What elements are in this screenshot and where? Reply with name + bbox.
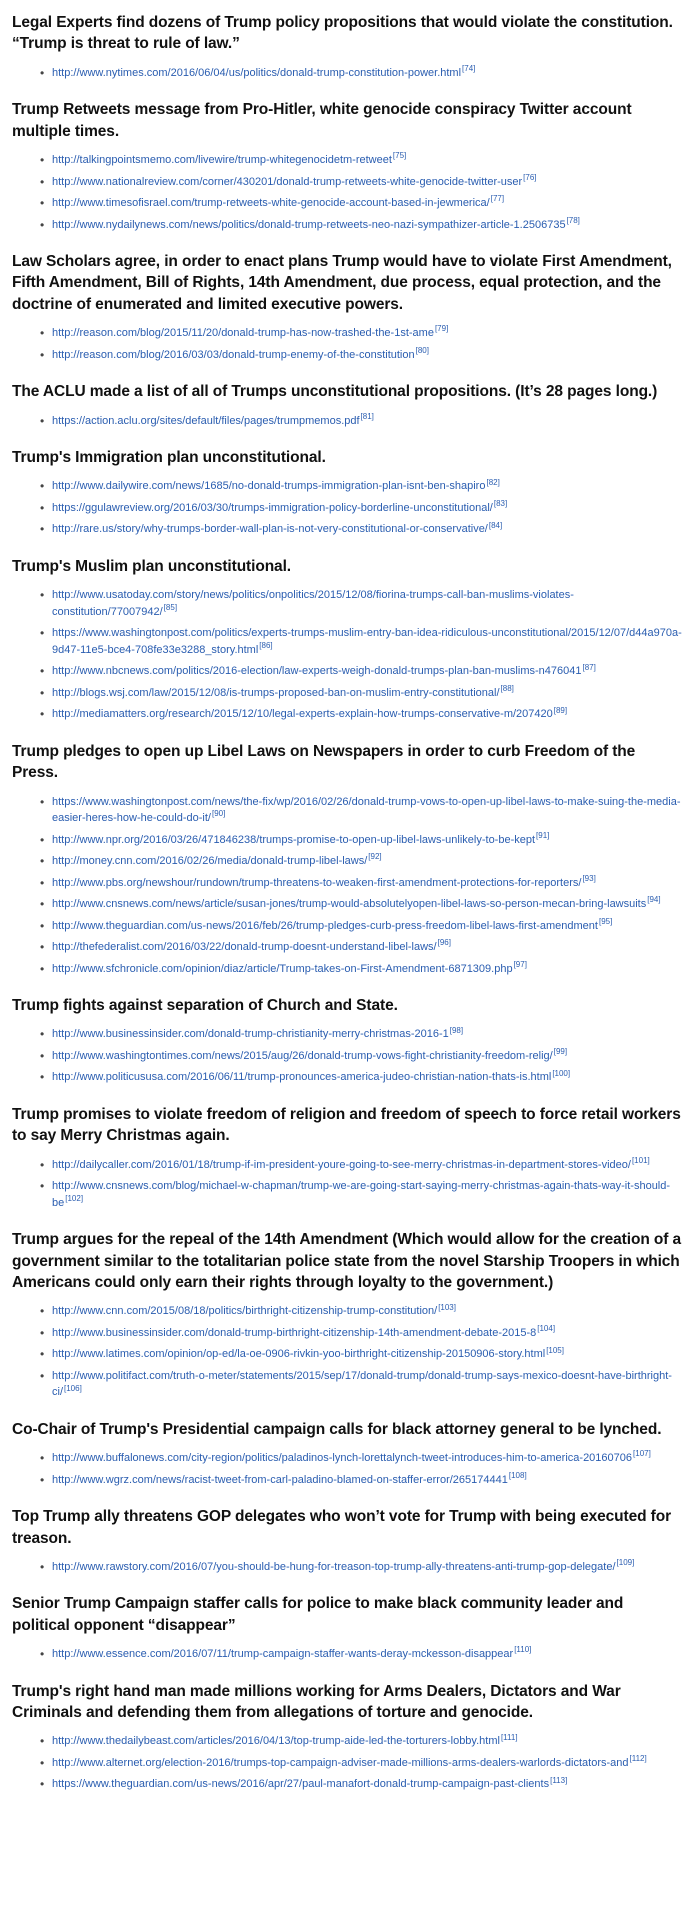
list-item <box>40 217 685 234</box>
reference-list <box>12 1450 685 1488</box>
reference-link[interactable]: http://thefederalist.com/2016/03/22/donald-trump-doesnt-understand-libel-laws/ <box>52 941 437 953</box>
citation-marker[interactable]: [113] <box>550 1775 568 1785</box>
section-heading: Trump fights against separation of Church and State. <box>12 997 398 1014</box>
citation-marker[interactable]: [74] <box>462 64 476 74</box>
reference-list <box>12 1646 685 1663</box>
reference-list <box>12 325 685 363</box>
citation-marker[interactable]: [92] <box>368 852 382 862</box>
section-heading: Top Trump ally threatens GOP delegates who won’t vote for Trump with being executed for treason. <box>12 1508 672 1547</box>
reference-link[interactable]: https://www.theguardian.com/us-news/2016/apr/27/paul-manafort-donald-trump-campaign-past-clients <box>52 1778 550 1791</box>
reference-link[interactable]: http://money.cnn.com/2016/02/26/media/donald-trump-libel-laws/ <box>52 855 368 867</box>
section-heading: Trump argues for the repeal of the 14th Amendment (Which would allow for the creation of a government similar to the totalitarian police state from the novel Starship Troopers in which Americans could only earn their rights through loyalty to the government.) <box>12 1231 682 1291</box>
reference-link[interactable]: http://www.sfchronicle.com/opinion/diaz/article/Trump-takes-on-First-Amendment-6871309.php <box>52 962 513 975</box>
reference-list <box>12 478 685 538</box>
list-item <box>40 706 685 723</box>
list-item <box>40 939 685 956</box>
document-section <box>12 99 685 233</box>
list-item <box>40 875 685 892</box>
reference-link[interactable]: http://www.dailywire.com/news/1685/no-donald-trumps-immigration-plan-isnt-ben-shapiro <box>52 480 486 493</box>
list-item <box>40 1776 685 1793</box>
reference-list <box>12 152 685 233</box>
citation-marker[interactable]: [91] <box>536 830 550 840</box>
list-item <box>40 1646 685 1663</box>
list-item <box>40 685 685 702</box>
reference-link[interactable]: http://www.nydailynews.com/news/politics/donald-trump-retweets-neo-nazi-sympathizer-article-1.2506735 <box>52 218 566 231</box>
citation-marker[interactable]: [112] <box>629 1754 647 1764</box>
citation-marker[interactable]: [100] <box>552 1068 571 1078</box>
document-section <box>12 995 685 1086</box>
list-item <box>40 1755 685 1772</box>
document-section <box>12 1506 685 1575</box>
document-section <box>12 1593 685 1662</box>
section-heading: Co-Chair of Trump's Presidential campaign calls for black attorney general to be lynched. <box>12 1420 662 1438</box>
list-item <box>40 478 685 495</box>
citation-marker[interactable]: [95] <box>598 916 613 926</box>
citation-marker[interactable]: [109] <box>616 1558 635 1568</box>
reference-link[interactable]: http://www.businessinsider.com/donald-trump-christianity-merry-christmas-2016-1 <box>52 1028 449 1041</box>
list-item <box>40 521 685 538</box>
citation-marker[interactable]: [86] <box>259 641 273 651</box>
list-item <box>40 1303 685 1320</box>
citation-marker[interactable]: [77] <box>490 194 505 204</box>
list-item <box>40 1368 685 1401</box>
document-section <box>12 1104 685 1211</box>
list-item <box>40 413 685 430</box>
list-item <box>40 195 685 212</box>
citation-marker[interactable]: [107] <box>633 1449 651 1459</box>
reference-link[interactable]: http://www.cnsnews.com/news/article/susan-jones/trump-would-absolutelyopen-libel-laws-so-person-mecan-bring-lawsuits <box>52 898 647 910</box>
list-item <box>40 1325 685 1342</box>
reference-link[interactable]: https://www.washingtonpost.com/news/the-fix/wp/2016/02/26/donald-trump-vows-to-open-up-libel-laws-to-make-suing-the-media-easier-heres-how-he-could-do-it/ <box>52 795 681 824</box>
list-item <box>40 152 685 169</box>
citation-marker[interactable]: [82] <box>486 477 500 487</box>
section-heading: Senior Trump Campaign staffer calls for police to make black community leader and political opponent “disappear” <box>12 1595 624 1634</box>
list-item <box>40 1450 685 1467</box>
reference-link[interactable]: http://blogs.wsj.com/law/2015/12/08/is-trumps-proposed-ban-on-muslim-entry-constitutional/ <box>52 686 500 699</box>
document-section <box>12 381 685 429</box>
citation-marker[interactable]: [76] <box>523 172 537 182</box>
reference-link[interactable]: http://www.cnsnews.com/blog/michael-w-chapman/trump-we-are-going-start-saying-merry-christmas-again-thats-way-it-should-be <box>52 1180 671 1209</box>
reference-link[interactable]: https://www.washingtonpost.com/politics/experts-trumps-muslim-entry-ban-idea-ridiculous-unconstitutional/2015/12/07/d44a970a-9d47-11e5-bce4-708fe33e3288_story.html <box>52 627 682 656</box>
reference-link[interactable]: http://www.essence.com/2016/07/11/trump-campaign-staffer-wants-deray-mckesson-disappear <box>52 1648 514 1661</box>
list-item <box>40 961 685 978</box>
citation-marker[interactable]: [97] <box>513 959 527 969</box>
citation-marker[interactable]: [78] <box>566 215 580 225</box>
reference-list <box>12 1303 685 1401</box>
section-heading: Trump pledges to open up Libel Laws on Newspapers in order to curb Freedom of the Press. <box>12 742 636 782</box>
document-section <box>12 12 685 81</box>
reference-link[interactable]: http://www.wgrz.com/news/racist-tweet-from-carl-paladino-blamed-on-staffer-error/265174441 <box>52 1473 508 1486</box>
citation-marker[interactable]: [101] <box>631 1155 650 1165</box>
citation-marker[interactable]: [105] <box>546 1345 564 1355</box>
reference-link[interactable]: http://www.usatoday.com/story/news/politics/onpolitics/2015/12/08/fiorina-trumps-call-ban-muslims-violates-constitution/77007942/ <box>52 589 574 618</box>
list-item <box>40 174 685 191</box>
section-heading: Trump's Muslim plan unconstitutional. <box>12 557 291 575</box>
reference-link[interactable]: http://www.politicususa.com/2016/06/11/trump-pronounces-america-judeo-christian-nation-thats-is.html <box>52 1071 552 1084</box>
citation-marker[interactable]: [90] <box>211 809 226 819</box>
reference-link[interactable]: http://www.theguardian.com/us-news/2016/feb/26/trump-pledges-curb-press-freedom-libel-laws-first-amendment <box>52 919 598 932</box>
section-heading: Trump's Immigration plan unconstitutional. <box>12 449 326 466</box>
reference-list <box>12 65 685 82</box>
citation-marker[interactable]: [87] <box>582 662 596 672</box>
reference-link[interactable]: http://www.timesofisrael.com/trump-retweets-white-genocide-account-based-in-jewmerica/ <box>52 197 490 209</box>
reference-link[interactable]: https://action.aclu.org/sites/default/files/pages/trumpmemos.pdf <box>52 414 360 427</box>
list-item <box>40 794 685 827</box>
citation-marker[interactable]: [89] <box>553 705 568 715</box>
document-section <box>12 1681 685 1793</box>
list-item <box>40 918 685 935</box>
section-heading: Trump Retweets message from Pro-Hitler, white genocide conspiracy Twitter account multiple times. <box>12 101 632 140</box>
reference-link[interactable]: http://rare.us/story/why-trumps-border-wall-plan-is-not-very-constitutional-or-conservative/ <box>52 523 488 536</box>
document-section <box>12 1419 685 1488</box>
list-item <box>40 587 685 620</box>
list-item <box>40 1472 685 1489</box>
citation-marker[interactable]: [94] <box>647 895 661 905</box>
list-item <box>40 1346 685 1363</box>
section-heading: The ACLU made a list of all of Trumps unconstitutional propositions. (It’s 28 pages long.) <box>12 383 658 401</box>
section-heading: Trump's right hand man made millions working for Arms Dealers, Dictators and War Criminals and defending them from allegations of torture and genocide. <box>12 1682 621 1721</box>
citation-marker[interactable]: [96] <box>437 938 451 948</box>
reference-link[interactable]: http://www.nytimes.com/2016/06/04/us/politics/donald-trump-constitution-power.html <box>52 66 462 79</box>
citation-marker[interactable]: [83] <box>493 499 508 509</box>
reference-link[interactable]: http://www.buffalonews.com/city-region/politics/paladinos-lynch-lorettalynch-tweet-introduces-him-to-america-20160706 <box>52 1452 633 1465</box>
reference-list <box>12 413 685 430</box>
reference-link[interactable]: http://talkingpointsmemo.com/livewire/trump-whitegenocidetm-retweet <box>52 154 392 166</box>
reference-link[interactable]: https://ggulawreview.org/2016/03/30/trumps-immigration-policy-borderline-unconstitutional/ <box>52 501 493 514</box>
reference-list <box>12 1733 685 1793</box>
citation-marker[interactable]: [88] <box>500 684 514 694</box>
list-item <box>40 625 685 658</box>
citation-marker[interactable]: [108] <box>508 1470 527 1480</box>
document-section <box>12 1229 685 1401</box>
list-item <box>40 1048 685 1065</box>
reference-link[interactable]: http://dailycaller.com/2016/01/18/trump-if-im-president-youre-going-to-see-merry-christmas-in-department-stores-video/ <box>52 1158 631 1171</box>
citation-marker[interactable]: [93] <box>582 873 596 883</box>
reference-link[interactable]: http://www.npr.org/2016/03/26/471846238/trumps-promise-to-open-up-libel-laws-unlikely-to-be-kept <box>52 833 536 846</box>
list-item <box>40 1069 685 1086</box>
citation-marker[interactable]: [103] <box>438 1302 456 1312</box>
list-item <box>40 832 685 849</box>
citation-marker[interactable]: [99] <box>553 1047 568 1057</box>
list-item <box>40 500 685 517</box>
list-item <box>40 1157 685 1174</box>
list-item <box>40 1733 685 1750</box>
reference-link[interactable]: http://www.thedailybeast.com/articles/2016/04/13/top-trump-aide-led-the-torturers-lobby.html <box>52 1735 500 1748</box>
citation-marker[interactable]: [81] <box>360 411 374 421</box>
citation-marker[interactable]: [85] <box>163 603 178 613</box>
list-item <box>40 1026 685 1043</box>
list-item <box>40 325 685 342</box>
document-section <box>12 556 685 723</box>
reference-link[interactable]: http://www.latimes.com/opinion/op-ed/la-oe-0906-rivkin-yoo-birthright-citizenship-20150906-story.html <box>52 1348 546 1361</box>
citation-marker[interactable]: [102] <box>65 1193 84 1203</box>
reference-link[interactable]: http://www.politifact.com/truth-o-meter/statements/2015/sep/17/donald-trump/donald-trump-says-mexico-doesnt-have-birthright-ci/ <box>52 1369 672 1399</box>
list-item <box>40 663 685 680</box>
reference-link[interactable]: http://www.nbcnews.com/politics/2016-election/law-experts-weigh-donald-trumps-plan-ban-muslims-n476041 <box>52 665 582 678</box>
citation-marker[interactable]: [84] <box>488 520 503 530</box>
document-section <box>12 447 685 538</box>
reference-list <box>12 1026 685 1086</box>
list-item <box>40 347 685 364</box>
reference-link[interactable]: http://www.washingtontimes.com/news/2015/aug/26/donald-trump-vows-fight-christianity-freedom-relig/ <box>52 1049 553 1062</box>
citation-marker[interactable]: [111] <box>500 1732 518 1742</box>
section-heading: Law Scholars agree, in order to enact plans Trump would have to violate First Amendment, Fifth Amendment, Bill of Rights, 14th Amendment, due process, equal protection, and the doctrine of enumerated and limited executive powers. <box>12 253 672 313</box>
citation-marker[interactable]: [106] <box>64 1383 82 1393</box>
citation-marker[interactable]: [110] <box>514 1645 532 1655</box>
list-item <box>40 1559 685 1576</box>
reference-list <box>12 1559 685 1576</box>
reference-link[interactable]: http://reason.com/blog/2016/03/03/donald-trump-enemy-of-the-constitution <box>52 348 415 361</box>
reference-list <box>12 1157 685 1212</box>
document-section <box>12 741 685 977</box>
list-item <box>40 1178 685 1211</box>
list-item <box>40 896 685 913</box>
reference-link[interactable]: http://www.cnn.com/2015/08/18/politics/birthright-citizenship-trump-constitution/ <box>52 1305 438 1318</box>
reference-link[interactable]: http://www.nationalreview.com/corner/430201/donald-trump-retweets-white-genocide-twitter-user <box>52 175 523 188</box>
reference-list <box>12 587 685 723</box>
reference-link[interactable]: http://www.businessinsider.com/donald-trump-birthright-citizenship-14th-amendment-debate-2015-8 <box>52 1326 537 1339</box>
reference-link[interactable]: http://www.alternet.org/election-2016/trumps-top-campaign-adviser-made-millions-arms-dealers-warlords-dictators-and <box>52 1756 629 1769</box>
reference-link[interactable]: http://reason.com/blog/2015/11/20/donald-trump-has-now-trashed-the-1st-ame <box>52 327 434 340</box>
reference-link[interactable]: http://www.rawstory.com/2016/07/you-should-be-hung-for-treason-top-trump-ally-threatens-anti-trump-gop-delegate/ <box>52 1560 616 1573</box>
list-item <box>40 853 685 870</box>
section-heading: Trump promises to violate freedom of religion and freedom of speech to force retail workers to say Merry Christmas again. <box>12 1105 681 1145</box>
reference-link[interactable]: http://mediamatters.org/research/2015/12/10/legal-experts-explain-how-trumps-conservative-m/207420 <box>52 708 553 721</box>
citation-marker[interactable]: [104] <box>537 1324 556 1334</box>
list-item <box>40 65 685 82</box>
citation-marker[interactable]: [98] <box>449 1025 464 1035</box>
section-heading: Legal Experts find dozens of Trump policy propositions that would violate the constitution. “Trump is threat to rule of law.” <box>12 14 673 53</box>
citation-marker[interactable]: [79] <box>434 324 449 334</box>
reference-list <box>12 794 685 978</box>
reference-link[interactable]: http://www.pbs.org/newshour/rundown/trump-threatens-to-weaken-first-amendment-protections-for-reporters/ <box>52 876 582 889</box>
document-section <box>12 251 685 363</box>
citation-marker[interactable]: [80] <box>415 345 429 355</box>
citation-marker[interactable]: [75] <box>392 151 407 161</box>
